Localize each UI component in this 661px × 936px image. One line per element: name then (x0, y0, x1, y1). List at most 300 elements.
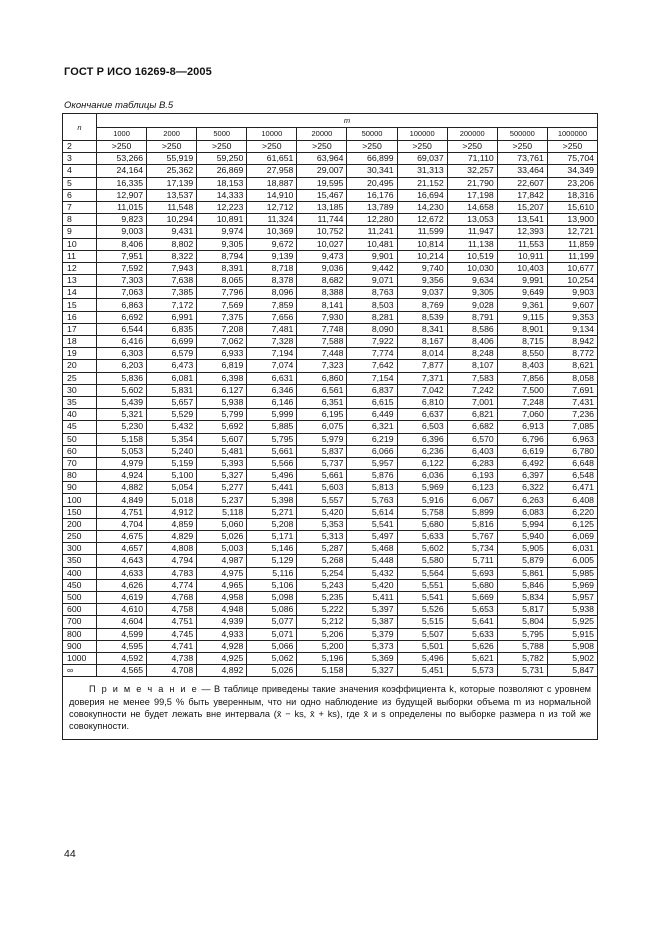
coefficient-cell: 11,138 (447, 238, 497, 250)
coefficient-cell: 4,751 (97, 506, 147, 518)
coefficient-cell: 5,481 (197, 445, 247, 457)
coefficient-cell: 12,223 (197, 201, 247, 213)
coefficient-cell: 8,763 (347, 287, 397, 299)
coefficient-cell: 5,633 (397, 531, 447, 543)
coefficient-cell: 6,005 (547, 555, 597, 567)
coefficient-cell: 5,393 (197, 457, 247, 469)
coefficient-cell: 6,579 (147, 348, 197, 360)
table-row (63, 153, 598, 165)
coefficient-cell: 9,134 (547, 323, 597, 335)
column-header-m: 200000 (447, 127, 497, 141)
coefficient-cell: 21,152 (397, 177, 447, 189)
coefficient-cell: 5,230 (97, 421, 147, 433)
coefficient-cell: 4,745 (147, 628, 197, 640)
table-row (63, 201, 598, 213)
coefficient-cell: 9,305 (447, 287, 497, 299)
coefficient-cell: 5,957 (547, 591, 597, 603)
coefficient-cell: 5,816 (447, 518, 497, 530)
coefficient-cell: 7,930 (297, 311, 347, 323)
coefficient-cell: 4,892 (197, 665, 247, 677)
coefficient-cell: 31,313 (397, 165, 447, 177)
coefficient-cell: 5,573 (447, 665, 497, 677)
coefficient-cell: 21,790 (447, 177, 497, 189)
coefficient-cell: 5,468 (347, 543, 397, 555)
table-row (63, 409, 598, 421)
coefficient-cell: 18,887 (247, 177, 297, 189)
coefficient-cell: 5,669 (447, 591, 497, 603)
coefficient-cell: 5,938 (547, 604, 597, 616)
coefficient-cell: 5,692 (197, 421, 247, 433)
coefficient-cell: 6,075 (297, 421, 347, 433)
coefficient-cell: 9,442 (347, 262, 397, 274)
coefficient-cell: 5,062 (247, 652, 297, 664)
coefficient-cell: 5,902 (547, 652, 597, 664)
coefficient-cell: 4,948 (197, 604, 247, 616)
coefficient-cell: 5,879 (497, 555, 547, 567)
coefficient-cell: 32,257 (447, 165, 497, 177)
coefficient-cell: 7,569 (197, 299, 247, 311)
coefficient-cell: 6,321 (347, 421, 397, 433)
coefficient-cell: 5,432 (347, 567, 397, 579)
coefficient-cell: 7,242 (447, 384, 497, 396)
coefficient-cell: 10,027 (297, 238, 347, 250)
coefficient-cell: 5,268 (297, 555, 347, 567)
coefficient-cell: 69,037 (397, 153, 447, 165)
header-row-columns (63, 127, 598, 141)
coefficient-cell: 15,610 (547, 201, 597, 213)
coefficient-cell: 7,074 (247, 360, 297, 372)
coefficient-cell: 7,877 (397, 360, 447, 372)
coefficient-cell: 7,691 (547, 384, 597, 396)
coefficient-cell: 8,550 (497, 348, 547, 360)
column-header-m: 50000 (347, 127, 397, 141)
coefficient-cell: 5,602 (397, 543, 447, 555)
coefficient-cell: 5,254 (297, 567, 347, 579)
coefficient-cell: 6,615 (347, 396, 397, 408)
coefficient-cell: 8,065 (197, 275, 247, 287)
coefficient-cell: 9,740 (397, 262, 447, 274)
coefficient-cell: 29,007 (297, 165, 347, 177)
coefficient-cell: 7,588 (297, 336, 347, 348)
coefficient-cell: 11,241 (347, 226, 397, 238)
coefficient-cell: 5,158 (297, 665, 347, 677)
coefficient-cell: 22,607 (497, 177, 547, 189)
coefficient-cell: 6,570 (447, 433, 497, 445)
coefficient-cell: 7,060 (497, 409, 547, 421)
coefficient-cell: 13,789 (347, 201, 397, 213)
coefficient-cell: 5,566 (247, 457, 297, 469)
coefficient-cell: 4,925 (197, 652, 247, 664)
coefficient-cell: 5,411 (347, 591, 397, 603)
coefficient-cell: 6,416 (97, 336, 147, 348)
coefficient-cell: 6,069 (547, 531, 597, 543)
table-row (63, 652, 598, 664)
coefficient-cell: 5,607 (197, 433, 247, 445)
coefficient-cell: 11,553 (497, 238, 547, 250)
coefficient-cell: 8,769 (397, 299, 447, 311)
coefficient-cell: 5,633 (447, 628, 497, 640)
coefficient-cell: 8,406 (447, 336, 497, 348)
coefficient-cell: 18,316 (547, 189, 597, 201)
coefficient-cell: 8,090 (347, 323, 397, 335)
coefficient-cell: 5,621 (447, 652, 497, 664)
coefficient-cell: 6,396 (397, 433, 447, 445)
table-row (63, 591, 598, 603)
coefficient-cell: 73,761 (497, 153, 547, 165)
row-n-cell: 60 (63, 445, 97, 457)
coefficient-cell: >250 (247, 141, 297, 153)
coefficient-cell: 4,633 (97, 567, 147, 579)
coefficient-cell: 4,933 (197, 628, 247, 640)
table-note (63, 677, 598, 740)
coefficient-cell: 5,327 (197, 470, 247, 482)
coefficient-cell: 6,449 (347, 409, 397, 421)
coefficient-cell: 5,580 (397, 555, 447, 567)
coefficient-cell: 23,206 (547, 177, 597, 189)
coefficient-cell: 5,387 (347, 616, 397, 628)
coefficient-cell: 7,154 (347, 372, 397, 384)
table-row (63, 543, 598, 555)
coefficient-cell: 4,912 (147, 506, 197, 518)
coefficient-cell: 5,287 (297, 543, 347, 555)
coefficient-cell: 5,237 (197, 494, 247, 506)
column-header-m: 5000 (197, 127, 247, 141)
coefficient-cell: 5,985 (547, 567, 597, 579)
coefficient-cell: 8,586 (447, 323, 497, 335)
coefficient-cell: 4,619 (97, 591, 147, 603)
row-n-cell: 30 (63, 384, 97, 396)
coefficient-cell: 5,086 (247, 604, 297, 616)
page-number: 44 (64, 848, 76, 860)
coefficient-cell: 10,519 (447, 250, 497, 262)
coefficient-cell: 5,693 (447, 567, 497, 579)
coefficient-cell: 5,071 (247, 628, 297, 640)
coefficient-cell: 9,974 (197, 226, 247, 238)
coefficient-cell: 6,561 (297, 384, 347, 396)
coefficient-cell: 6,397 (497, 470, 547, 482)
row-n-cell: 900 (63, 640, 97, 652)
coefficient-cell: 5,529 (147, 409, 197, 421)
coefficient-cell: 10,030 (447, 262, 497, 274)
coefficient-cell: 5,957 (347, 457, 397, 469)
row-n-cell: 50 (63, 433, 97, 445)
coefficient-cell: 5,420 (347, 579, 397, 591)
coefficient-cell: >250 (97, 141, 147, 153)
coefficient-cell: 15,207 (497, 201, 547, 213)
coefficient-cell: 5,969 (397, 482, 447, 494)
coefficient-cell: 8,141 (297, 299, 347, 311)
coefficient-cell: 7,943 (147, 262, 197, 274)
coefficient-cell: 8,107 (447, 360, 497, 372)
coefficient-cell: 5,526 (397, 604, 447, 616)
table-row (63, 177, 598, 189)
table-row (63, 445, 598, 457)
coefficient-cell: 11,744 (297, 214, 347, 226)
coefficient-cell: 6,991 (147, 311, 197, 323)
coefficient-cell: 6,933 (197, 348, 247, 360)
table-row (63, 189, 598, 201)
coefficient-cell: 9,115 (497, 311, 547, 323)
coefficient-cell: 4,965 (197, 579, 247, 591)
coefficient-cell: 7,951 (97, 250, 147, 262)
coefficient-cell: 5,876 (347, 470, 397, 482)
coefficient-cell: 6,963 (547, 433, 597, 445)
coefficient-cell: 5,602 (97, 384, 147, 396)
row-n-cell: 40 (63, 409, 97, 421)
coefficient-cell: 6,837 (347, 384, 397, 396)
row-n-cell: 4 (63, 165, 97, 177)
coefficient-cell: 5,979 (297, 433, 347, 445)
coefficient-cell: 5,836 (97, 372, 147, 384)
coefficient-cell: 5,129 (247, 555, 297, 567)
coefficient-cell: 6,195 (297, 409, 347, 421)
coefficient-cell: 5,158 (97, 433, 147, 445)
coefficient-cell: 34,349 (547, 165, 597, 177)
coefficient-cell: 66,899 (347, 153, 397, 165)
coefficient-cell: 4,610 (97, 604, 147, 616)
coefficient-cell: 4,738 (147, 652, 197, 664)
m-group-header: m (97, 114, 598, 128)
table-row (63, 640, 598, 652)
coefficient-cell: 5,451 (397, 665, 447, 677)
coefficient-cell: 4,958 (197, 591, 247, 603)
row-n-cell: 3 (63, 153, 97, 165)
coefficient-cell: 10,254 (547, 275, 597, 287)
coefficient-cell: 7,248 (497, 396, 547, 408)
coefficient-cell: 8,791 (447, 311, 497, 323)
coefficient-cell: >250 (147, 141, 197, 153)
table-row (63, 531, 598, 543)
coefficient-cell: 5,354 (147, 433, 197, 445)
coefficient-cell: 10,481 (347, 238, 397, 250)
coefficient-cell: 5,116 (247, 567, 297, 579)
coefficient-cell: 12,907 (97, 189, 147, 201)
coefficient-cell: 11,548 (147, 201, 197, 213)
coefficient-cell: 5,846 (497, 579, 547, 591)
table-row (63, 299, 598, 311)
coefficient-cell: 5,369 (347, 652, 397, 664)
coefficient-cell: 5,680 (447, 579, 497, 591)
coefficient-cell: 4,741 (147, 640, 197, 652)
coefficient-cell: 5,208 (247, 518, 297, 530)
coefficient-cell: 18,153 (197, 177, 247, 189)
coefficient-cell: 4,924 (97, 470, 147, 482)
coefficient-cell: 15,467 (297, 189, 347, 201)
coefficient-table (62, 113, 598, 740)
coefficient-cell: 6,127 (197, 384, 247, 396)
coefficient-cell: 5,847 (547, 665, 597, 677)
coefficient-cell: 6,503 (397, 421, 447, 433)
coefficient-cell: 7,172 (147, 299, 197, 311)
coefficient-cell: 9,361 (497, 299, 547, 311)
coefficient-cell: 4,939 (197, 616, 247, 628)
coefficient-cell: 5,661 (297, 470, 347, 482)
table-body (63, 141, 598, 677)
row-n-cell: 150 (63, 506, 97, 518)
coefficient-cell: 9,028 (447, 299, 497, 311)
coefficient-cell: 7,085 (547, 421, 597, 433)
coefficient-cell: 10,677 (547, 262, 597, 274)
coefficient-cell: 9,036 (297, 262, 347, 274)
coefficient-cell: 5,734 (447, 543, 497, 555)
coefficient-cell: 4,794 (147, 555, 197, 567)
coefficient-cell: 5,767 (447, 531, 497, 543)
coefficient-cell: 5,060 (197, 518, 247, 530)
coefficient-cell: 5,271 (247, 506, 297, 518)
coefficient-cell: 71,110 (447, 153, 497, 165)
table-row (63, 214, 598, 226)
coefficient-cell: 5,026 (197, 531, 247, 543)
coefficient-cell: 7,583 (447, 372, 497, 384)
coefficient-cell: 6,351 (297, 396, 347, 408)
row-n-cell: 15 (63, 299, 97, 311)
coefficient-cell: 11,599 (397, 226, 447, 238)
coefficient-cell: 5,353 (297, 518, 347, 530)
coefficient-cell: 63,964 (297, 153, 347, 165)
note-row (63, 677, 598, 740)
coefficient-cell: 8,718 (247, 262, 297, 274)
coefficient-cell: 6,203 (97, 360, 147, 372)
table-row (63, 287, 598, 299)
coefficient-cell: 5,916 (397, 494, 447, 506)
table-row (63, 433, 598, 445)
coefficient-cell: 5,054 (147, 482, 197, 494)
coefficient-cell: 6,125 (547, 518, 597, 530)
coefficient-cell: 5,118 (197, 506, 247, 518)
coefficient-cell: 5,212 (297, 616, 347, 628)
coefficient-cell: >250 (397, 141, 447, 153)
coefficient-cell: 5,373 (347, 640, 397, 652)
coefficient-cell: 5,940 (497, 531, 547, 543)
coefficient-cell: 12,721 (547, 226, 597, 238)
coefficient-cell: >250 (347, 141, 397, 153)
coefficient-cell: 9,607 (547, 299, 597, 311)
coefficient-cell: 4,758 (147, 604, 197, 616)
table-row (63, 250, 598, 262)
coefficient-cell: 6,863 (97, 299, 147, 311)
column-header-m: 20000 (297, 127, 347, 141)
coefficient-cell: 5,603 (297, 482, 347, 494)
coefficient-cell: 8,058 (547, 372, 597, 384)
coefficient-cell: 7,062 (197, 336, 247, 348)
table-row (63, 555, 598, 567)
coefficient-cell: 10,891 (197, 214, 247, 226)
coefficient-cell: 5,641 (447, 616, 497, 628)
coefficient-cell: 5,817 (497, 604, 547, 616)
coefficient-cell: 10,752 (297, 226, 347, 238)
coefficient-cell: 5,541 (397, 591, 447, 603)
coefficient-cell: 7,328 (247, 336, 297, 348)
row-n-cell: 450 (63, 579, 97, 591)
coefficient-cell: 6,146 (247, 396, 297, 408)
coefficient-cell: 7,385 (147, 287, 197, 299)
coefficient-cell: 4,975 (197, 567, 247, 579)
coefficient-cell: 7,748 (297, 323, 347, 335)
coefficient-cell: 5,106 (247, 579, 297, 591)
table-row (63, 482, 598, 494)
document-title: ГОСТ Р ИСО 16269-8—2005 (64, 66, 212, 78)
coefficient-cell: 5,243 (297, 579, 347, 591)
row-n-cell: 8 (63, 214, 97, 226)
coefficient-cell: 8,167 (397, 336, 447, 348)
coefficient-cell: 5,206 (297, 628, 347, 640)
coefficient-cell: 10,911 (497, 250, 547, 262)
table-row (63, 628, 598, 640)
coefficient-cell: 5,240 (147, 445, 197, 457)
table-row (63, 323, 598, 335)
table-row (63, 579, 598, 591)
coefficient-cell: 11,199 (547, 250, 597, 262)
coefficient-cell: 5,541 (347, 518, 397, 530)
row-n-cell: 1000 (63, 652, 97, 664)
coefficient-cell: 5,448 (347, 555, 397, 567)
row-n-cell: 250 (63, 531, 97, 543)
coefficient-cell: 5,564 (397, 567, 447, 579)
coefficient-cell: 5,788 (497, 640, 547, 652)
coefficient-cell: 6,081 (147, 372, 197, 384)
coefficient-cell: 5,938 (197, 396, 247, 408)
row-n-cell: 12 (63, 262, 97, 274)
coefficient-cell: 6,548 (547, 470, 597, 482)
coefficient-cell: 5,731 (497, 665, 547, 677)
coefficient-cell: 5,657 (147, 396, 197, 408)
coefficient-cell: 7,371 (397, 372, 447, 384)
coefficient-cell: 5,018 (147, 494, 197, 506)
table-row (63, 238, 598, 250)
row-n-cell: 19 (63, 348, 97, 360)
coefficient-cell: 5,994 (497, 518, 547, 530)
coefficient-cell: 4,849 (97, 494, 147, 506)
row-n-cell: 600 (63, 604, 97, 616)
coefficient-cell: 9,634 (447, 275, 497, 287)
coefficient-cell: 8,942 (547, 336, 597, 348)
coefficient-cell: 5,795 (497, 628, 547, 640)
row-n-cell: 13 (63, 275, 97, 287)
coefficient-cell: 7,859 (247, 299, 297, 311)
row-n-cell: 200 (63, 518, 97, 530)
coefficient-cell: 8,014 (397, 348, 447, 360)
coefficient-cell: 5,398 (247, 494, 297, 506)
coefficient-cell: 6,637 (397, 409, 447, 421)
coefficient-cell: 27,958 (247, 165, 297, 177)
coefficient-cell: 4,783 (147, 567, 197, 579)
row-n-cell: 400 (63, 567, 97, 579)
coefficient-cell: >250 (197, 141, 247, 153)
coefficient-cell: 9,071 (347, 275, 397, 287)
coefficient-cell: 55,919 (147, 153, 197, 165)
coefficient-cell: 6,236 (397, 445, 447, 457)
coefficient-cell: 8,503 (347, 299, 397, 311)
coefficient-cell: 4,599 (97, 628, 147, 640)
coefficient-cell: 5,159 (147, 457, 197, 469)
row-n-cell: 35 (63, 396, 97, 408)
coefficient-cell: 14,658 (447, 201, 497, 213)
row-n-cell: 500 (63, 591, 97, 603)
coefficient-cell: 5,969 (547, 579, 597, 591)
coefficient-cell: 5,795 (247, 433, 297, 445)
coefficient-cell: 5,908 (547, 640, 597, 652)
coefficient-cell: 19,595 (297, 177, 347, 189)
coefficient-cell: 8,388 (297, 287, 347, 299)
coefficient-cell: 10,403 (497, 262, 547, 274)
coefficient-cell: 9,003 (97, 226, 147, 238)
table-row (63, 165, 598, 177)
coefficient-cell: 11,947 (447, 226, 497, 238)
coefficient-cell: 20,495 (347, 177, 397, 189)
coefficient-cell: 5,053 (97, 445, 147, 457)
coefficient-cell: 5,313 (297, 531, 347, 543)
coefficient-cell: 9,037 (397, 287, 447, 299)
